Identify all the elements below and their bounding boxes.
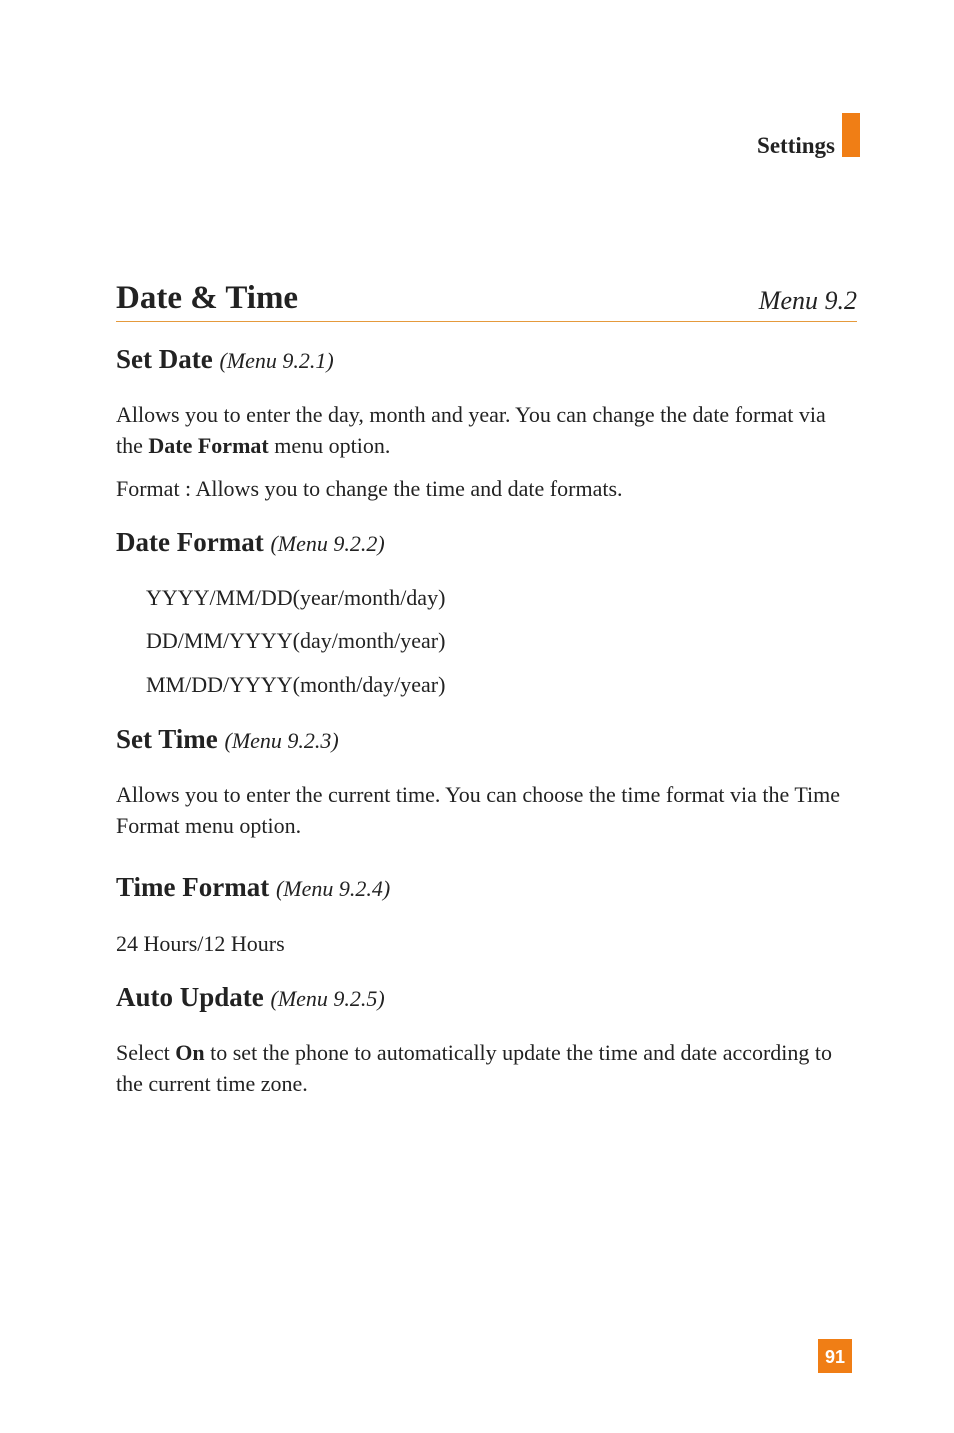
section-tab-marker xyxy=(842,113,860,157)
auto-update-title: Auto Update xyxy=(116,982,264,1012)
set-date-heading xyxy=(116,344,334,375)
auto-update-ref: (Menu 9.2.5) xyxy=(270,986,385,1011)
set-date-description xyxy=(116,399,856,461)
auto-update-text-2: to set the phone to automatically update the time and date according to the current time zone. xyxy=(116,1040,833,1096)
date-format-option: YYYY/MM/DD(year/month/day) xyxy=(146,585,446,610)
date-format-heading xyxy=(116,527,385,558)
set-date-text-1: Allows you to enter the day, month and year. You can change the date format via the xyxy=(116,402,826,458)
page-menu-ref: Menu 9.2 xyxy=(758,286,857,315)
set-date-text-2: menu option. xyxy=(268,433,391,458)
set-date-title: Set Date xyxy=(116,344,213,374)
title-rule xyxy=(116,321,857,322)
auto-update-text-1: Select xyxy=(116,1040,176,1065)
set-time-heading xyxy=(116,724,339,755)
set-date-ref: (Menu 9.2.1) xyxy=(219,348,334,373)
date-format-option: DD/MM/YYYY(day/month/year) xyxy=(146,628,446,653)
date-format-option: MM/DD/YYYY(month/day/year) xyxy=(146,672,446,697)
time-format-description: 24 Hours/12 Hours xyxy=(116,931,285,956)
running-header: Settings xyxy=(757,133,835,158)
set-date-bold-1: Date Format xyxy=(148,433,269,458)
set-time-title: Set Time xyxy=(116,724,218,754)
time-format-ref: (Menu 9.2.4) xyxy=(275,876,391,901)
set-date-format-note: Format : Allows you to change the time and date formats. xyxy=(116,476,623,501)
set-time-description: Allows you to enter the current time. You can choose the time format via the Time Format menu option. xyxy=(116,782,841,838)
page-title: Date & Time xyxy=(116,280,299,316)
time-format-title: Time Format xyxy=(116,872,270,902)
time-format-heading xyxy=(116,872,390,903)
page-number-badge: 91 xyxy=(818,1339,852,1373)
auto-update-bold-1: On xyxy=(175,1040,205,1065)
set-time-ref: (Menu 9.2.3) xyxy=(224,728,339,753)
date-format-ref: (Menu 9.2.2) xyxy=(270,531,385,556)
auto-update-heading xyxy=(116,982,385,1013)
auto-update-description xyxy=(116,1037,856,1099)
date-format-title: Date Format xyxy=(116,527,264,557)
